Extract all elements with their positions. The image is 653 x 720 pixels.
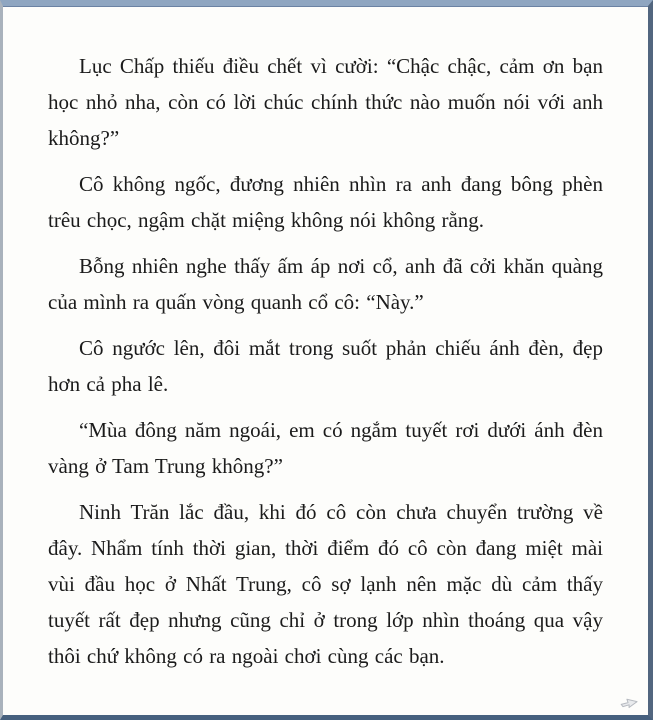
paragraph: Cô ngước lên, đôi mắt trong suốt phản chiếu ánh đèn, đẹp hơn cả pha lê. [48, 336, 603, 396]
paragraph: Cô không ngốc, đương nhiên nhìn ra anh đang bông phèn trêu chọc, ngậm chặt miệng không nói không rằng. [48, 172, 603, 232]
paragraph: “Mùa đông năm ngoái, em có ngắm tuyết rơi dưới ánh đèn vàng ở Tam Trung không?” [48, 418, 603, 478]
paragraph: Bỗng nhiên nghe thấy ấm áp nơi cổ, anh đã cởi khăn quàng của mình ra quấn vòng quanh cổ cô: “Này.” [48, 254, 603, 314]
paragraph: Ninh Trăn lắc đầu, khi đó cô còn chưa chuyển trường về đây. Nhẩm tính thời gian, thời điểm đó cô còn đang miệt mài vùi đầu học ở Nhất Trung, cô sợ lạnh nên mặc dù cảm thấy tuyết rất đẹp nhưng cũng chỉ ở trong lớp nhìn thoáng qua vậy thôi chứ không có ra ngoài chơi cùng các bạn. [48, 500, 603, 668]
reader-text-area [3, 6, 648, 674]
paragraph: Lục Chấp thiếu điều chết vì cười: “Chậc chậc, cảm ơn bạn học nhỏ nha, còn có lời chúc chính thức nào muốn nói với anh không?” [48, 54, 603, 150]
next-page-arrow-icon[interactable] [618, 693, 640, 711]
